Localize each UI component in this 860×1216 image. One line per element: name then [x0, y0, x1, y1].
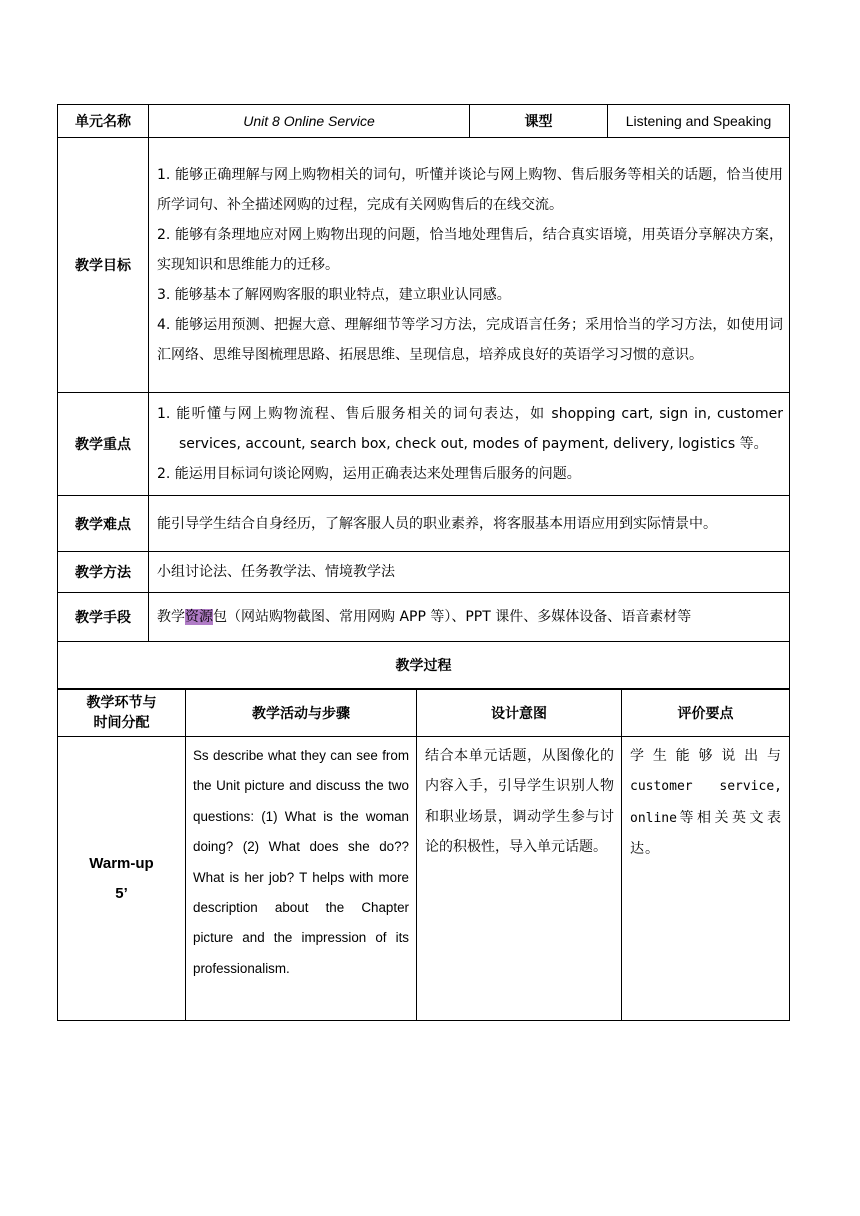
objective-item: 4. 能够运用预测、把握大意、理解细节等学习方法，完成语言任务；采用恰当的学习方法，如使用词汇网络、思维导图梳理思路、拓展思维、呈现信息，培养成良好的英语学习习惯的意识。	[157, 317, 783, 363]
means-text: 包（网站购物截图、常用网购 APP 等）、PPT 课件、多媒体设备、语音素材等	[213, 609, 692, 625]
evaluation-cell: 学生能够说出与customer service, online等相关英文表达。	[622, 737, 790, 1021]
activity-cell: Ss describe what they can see from the Unit picture and discuss the two questions: (1) What is the woman doing? (2) What does she do??What is her job? T helps with more description about the Chapter picture and the impression of its professionalism.	[186, 737, 417, 1021]
methods-content: 小组讨论法、任务教学法、情境教学法	[149, 552, 790, 593]
lesson-type-value: Listening and Speaking	[608, 105, 790, 138]
difficulties-label: 教学难点	[58, 496, 149, 552]
unit-name-label: 单元名称	[58, 105, 149, 138]
means-label: 教学手段	[58, 593, 149, 642]
unit-name-value: Unit 8 Online Service	[149, 105, 470, 138]
lesson-type-label: 课型	[470, 105, 608, 138]
objective-item: 1. 能够正确理解与网上购物相关的词句，听懂并谈论与网上购物、售后服务等相关的话题，恰当使用所学词句、补全描述网购的过程，完成有关网购售后的在线交流。	[157, 167, 783, 213]
column-header-stage: 教学环节与 时间分配	[58, 690, 186, 737]
process-title: 教学过程	[58, 642, 790, 689]
process-table	[57, 689, 790, 1021]
stage-name: Warm-up	[89, 854, 154, 872]
key-point-item: 2. 能运用目标词句谈论网购，运用正确表达来处理售后服务的问题。	[157, 466, 581, 482]
objectives-label: 教学目标	[58, 138, 149, 393]
objectives-content	[149, 138, 790, 393]
column-header-activity: 教学活动与步骤	[186, 690, 417, 737]
key-points-label: 教学重点	[58, 393, 149, 496]
evaluation-english-terms: customer service, online	[630, 779, 782, 826]
means-text: 教学	[157, 609, 185, 625]
difficulties-content: 能引导学生结合自身经历，了解客服人员的职业素养，将客服基本用语应用到实际情景中。	[149, 496, 790, 552]
intent-cell: 结合本单元话题，从图像化的内容入手，引导学生识别人物和职业场景，调动学生参与讨论的积极性，导入单元话题。	[417, 737, 622, 1021]
objective-item: 3. 能够基本了解网购客服的职业特点，建立职业认同感。	[157, 287, 511, 303]
objective-item: 2. 能够有条理地应对网上购物出现的问题，恰当地处理售后，结合真实语境，用英语分享解决方案，实现知识和思维能力的迁移。	[157, 227, 783, 273]
table-row	[58, 737, 790, 1021]
means-content	[149, 593, 790, 642]
column-header-intent: 设计意图	[417, 690, 622, 737]
lesson-info-table	[57, 104, 790, 689]
highlighted-text: 资源	[185, 609, 213, 625]
key-points-content	[149, 393, 790, 496]
column-header-evaluation: 评价要点	[622, 690, 790, 737]
key-point-item: 1. 能听懂与网上购物流程、售后服务相关的词句表达，如 shopping cart, sign in, customer services, account, search box, check out, modes of payment, delivery, logistics 等。	[157, 406, 783, 452]
stage-time: 5’	[115, 884, 128, 902]
methods-label: 教学方法	[58, 552, 149, 593]
stage-cell	[58, 737, 186, 1021]
